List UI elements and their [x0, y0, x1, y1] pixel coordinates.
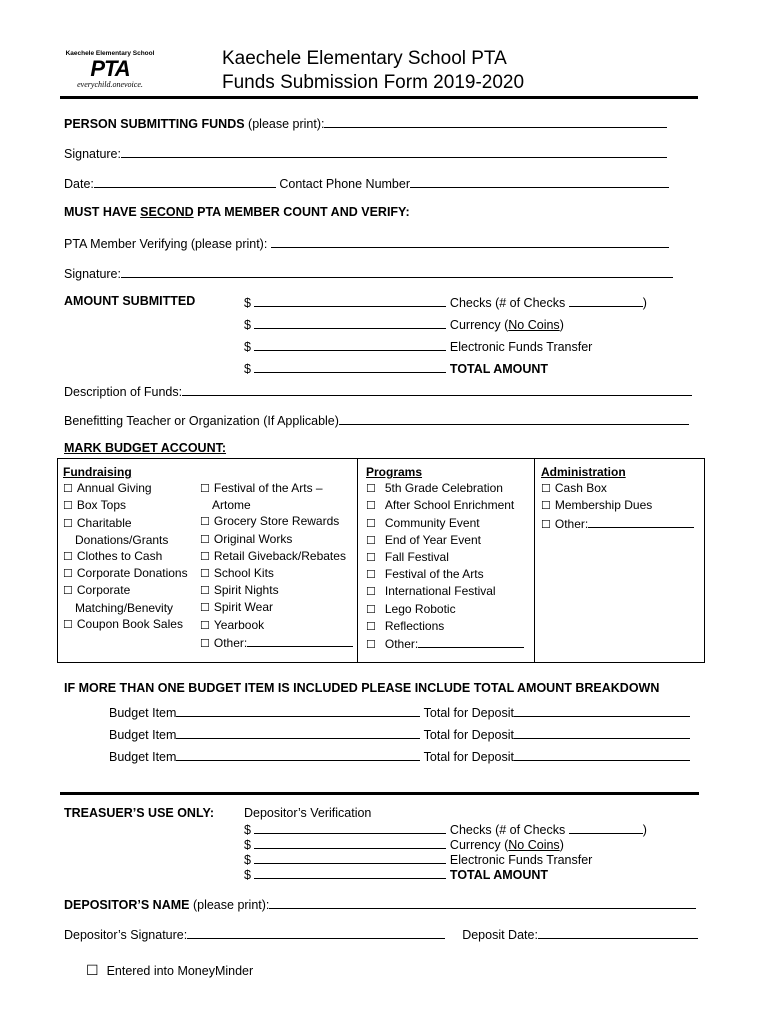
treasurer-eft-row	[244, 851, 592, 867]
checkbox-end-of-year[interactable]	[366, 532, 524, 549]
option-label: Festival of the Arts	[384, 567, 484, 582]
amount-total-row	[244, 360, 548, 376]
programs-other-field[interactable]	[418, 635, 524, 648]
checkbox-icon: ☐	[366, 534, 376, 547]
option-label: International Festival	[384, 584, 496, 599]
treasurer-checks-row	[244, 821, 647, 837]
dollar-sign: $	[244, 318, 251, 332]
no-coins-label: No Coins	[508, 838, 560, 852]
moneyminder-label: Entered into MoneyMinder	[106, 964, 254, 978]
treasurer-label: TREASUER’S USE ONLY:	[64, 806, 215, 820]
fundraising-heading: Fundraising	[63, 465, 132, 479]
description-row	[64, 383, 692, 399]
deposit-date-field[interactable]	[538, 926, 698, 939]
checks-label: Checks (# of Checks	[449, 823, 566, 837]
treasurer-currency-field[interactable]	[254, 836, 446, 849]
treasurer-checks-count-field[interactable]	[569, 821, 643, 834]
treasurer-total-field[interactable]	[254, 866, 446, 879]
option-label: Coupon Book Sales	[76, 616, 183, 631]
option-label: Reflections	[384, 618, 445, 633]
checkbox-original-works[interactable]	[200, 531, 353, 548]
paren-close: )	[559, 838, 564, 852]
no-coins-label: No Coins	[508, 318, 560, 332]
option-label: After School Enrichment	[384, 498, 515, 513]
depositor-name-row	[64, 896, 696, 912]
checkbox-retail-giveback[interactable]	[200, 548, 353, 565]
verify-heading-c: PTA MEMBER COUNT AND VERIFY:	[193, 205, 410, 219]
option-label: Corporate	[76, 583, 131, 598]
date-label: Date:	[64, 177, 94, 191]
administration-heading: Administration	[541, 465, 626, 479]
breakdown-row	[109, 726, 690, 742]
person-hint: (please print):	[248, 117, 325, 131]
option-label-continued: Matching/Benevity	[75, 600, 174, 615]
verify-signature-field[interactable]	[121, 265, 673, 278]
budget-item-label: Budget Item	[109, 750, 177, 764]
checkbox-school-kits[interactable]	[200, 565, 353, 582]
breakdown-row	[109, 748, 690, 764]
total-label: TOTAL AMOUNT	[449, 868, 549, 882]
checkbox-fall-festival[interactable]	[366, 549, 524, 566]
checkbox-icon: ☐	[200, 483, 210, 495]
verify-heading-second: SECOND	[140, 205, 194, 219]
dollar-sign: $	[244, 296, 251, 310]
dollar-sign: $	[244, 868, 251, 882]
depositor-signature-field[interactable]	[187, 926, 445, 939]
fundraising-other-field[interactable]	[247, 634, 353, 647]
checkbox-icon: ☐	[200, 533, 210, 546]
total-deposit-label: Total for Deposit	[423, 728, 514, 742]
checkbox-icon: ☐	[200, 568, 210, 581]
checkbox-clothes-to-cash[interactable]	[63, 548, 188, 565]
paren-close: )	[642, 823, 647, 837]
dollar-sign: $	[244, 362, 251, 376]
checkbox-yearbook[interactable]	[200, 617, 353, 634]
total-deposit-field[interactable]	[514, 704, 690, 717]
currency-amount-field[interactable]	[254, 316, 446, 329]
budget-divider-1	[357, 459, 358, 662]
depositor-name-label: DEPOSITOR’S NAME	[64, 898, 190, 912]
benefitting-label: Benefitting Teacher or Organization (If Applicable)	[64, 414, 339, 428]
option-label: Other:	[554, 516, 589, 531]
budget-item-field[interactable]	[176, 704, 420, 717]
option-label: Spirit Nights	[213, 583, 279, 598]
checkbox-membership-dues[interactable]	[541, 497, 694, 514]
checkbox-icon: ☐	[63, 551, 73, 564]
logo-pta: PTA	[90, 56, 130, 81]
header-rule	[60, 96, 698, 99]
currency-label: Currency (	[449, 318, 509, 332]
programs-heading: Programs	[366, 465, 423, 479]
fundraising-column	[63, 464, 188, 633]
option-label: Grocery Store Rewards	[213, 514, 340, 529]
signature-row	[64, 145, 667, 161]
verify-signature-label: Signature:	[64, 267, 121, 281]
checkbox-icon: ☐	[200, 602, 210, 615]
person-label: PERSON SUBMITTING FUNDS	[64, 117, 245, 131]
dollar-sign: $	[244, 853, 251, 867]
option-label: Membership Dues	[554, 498, 653, 513]
checkbox-annual-giving[interactable]	[63, 480, 188, 497]
checkbox-community-event[interactable]	[366, 515, 524, 532]
option-label: Original Works	[213, 531, 293, 546]
option-label: Cash Box	[554, 481, 607, 496]
option-label: Clothes to Cash	[76, 549, 163, 564]
treasurer-currency-row	[244, 836, 564, 852]
checks-count-field[interactable]	[569, 294, 643, 307]
total-deposit-field[interactable]	[514, 748, 690, 761]
option-label: 5th Grade Celebration	[384, 481, 503, 496]
administration-column	[541, 464, 694, 533]
checkbox-grocery-store-rewards[interactable]	[200, 513, 353, 530]
checkbox-reflections[interactable]	[366, 618, 524, 635]
paren-close: )	[642, 296, 647, 310]
treasurer-rule	[60, 792, 699, 795]
amount-label: AMOUNT SUBMITTED	[64, 294, 196, 308]
depositor-signature-row	[64, 926, 698, 942]
date-field[interactable]	[94, 175, 276, 188]
logo-school-name: Kaechele Elementary School	[65, 50, 155, 57]
checkbox-coupon-book-sales[interactable]	[63, 616, 188, 633]
member-row	[64, 235, 669, 251]
checkbox-international-festival[interactable]	[366, 583, 524, 600]
treasurer-eft-field[interactable]	[254, 851, 446, 864]
checkbox-icon: ☐	[366, 620, 376, 633]
amount-checks-row	[244, 294, 647, 310]
checkbox-corporate-matching[interactable]	[63, 582, 188, 599]
verify-heading	[64, 205, 410, 219]
checkbox-icon: ☐	[366, 552, 376, 565]
checkbox-corporate-donations[interactable]	[63, 565, 188, 582]
checkbox-icon: ☐	[200, 619, 210, 632]
checkbox-spirit-nights[interactable]	[200, 582, 353, 599]
amount-eft-row	[244, 338, 592, 354]
option-label: Charitable	[76, 515, 132, 530]
total-deposit-label: Total for Deposit	[423, 750, 514, 764]
person-row	[64, 115, 667, 131]
eft-label: Electronic Funds Transfer	[449, 853, 593, 867]
total-label: TOTAL AMOUNT	[449, 362, 549, 376]
checkbox-icon: ☐	[366, 603, 376, 616]
checkbox-charitable[interactable]	[63, 515, 188, 532]
option-label: School Kits	[213, 566, 274, 581]
amount-currency-row	[244, 316, 564, 332]
option-label: End of Year Event	[384, 532, 481, 547]
logo-tagline-b: onevoice.	[112, 80, 143, 89]
option-label: Yearbook	[213, 617, 265, 632]
checkbox-icon: ☐	[200, 516, 210, 529]
checkbox-icon: ☐	[366, 586, 376, 599]
total-deposit-field[interactable]	[514, 726, 690, 739]
checkbox-icon: ☐	[63, 517, 73, 530]
checkbox-icon: ☐	[541, 483, 551, 496]
member-field[interactable]	[271, 235, 669, 248]
programs-column	[366, 464, 524, 653]
option-label: Box Tops	[76, 498, 127, 513]
checkbox-fundraising-other[interactable]	[200, 634, 353, 652]
checkbox-icon: ☐	[366, 483, 376, 496]
checkbox-programs-other[interactable]	[366, 635, 524, 653]
option-label: Community Event	[384, 515, 480, 530]
dollar-sign: $	[244, 823, 251, 837]
signature-field[interactable]	[121, 145, 667, 158]
eft-label: Electronic Funds Transfer	[449, 340, 593, 354]
page-title	[222, 47, 524, 95]
fundraising-column-2	[200, 480, 353, 652]
phone-label: Contact Phone Number	[279, 177, 411, 191]
dollar-sign: $	[244, 340, 251, 354]
member-label: PTA Member Verifying (please print):	[64, 237, 268, 251]
checkbox-box-tops[interactable]	[63, 497, 188, 514]
depositor-name-hint: (please print):	[192, 898, 270, 912]
description-field[interactable]	[182, 383, 692, 396]
checkbox-spirit-wear[interactable]	[200, 599, 353, 616]
description-label: Description of Funds:	[64, 385, 183, 399]
budget-item-label: Budget Item	[109, 706, 177, 720]
option-label-continued: Artome	[212, 498, 251, 513]
option-label: Retail Giveback/Rebates	[213, 548, 346, 563]
checkbox-icon: ☐	[63, 618, 73, 631]
deposit-date-label: Deposit Date:	[462, 928, 538, 942]
total-amount-field[interactable]	[254, 360, 446, 373]
checkbox-lego-robotic[interactable]	[366, 601, 524, 618]
verify-heading-a: MUST HAVE	[64, 205, 141, 219]
person-field[interactable]	[324, 115, 667, 128]
admin-other-field[interactable]	[588, 515, 694, 528]
benefitting-row	[64, 412, 689, 428]
option-label: Other:	[384, 637, 419, 652]
paren-close: )	[559, 318, 564, 332]
total-deposit-label: Total for Deposit	[423, 706, 514, 720]
checkbox-cash-box[interactable]	[541, 480, 694, 497]
depositor-signature-label: Depositor’s Signature:	[64, 928, 188, 942]
option-label: Corporate Donations	[76, 566, 188, 581]
checkbox-icon: ☐	[200, 637, 210, 650]
checkbox-after-school[interactable]	[366, 497, 524, 514]
checkbox-icon: ☐	[63, 568, 73, 581]
checkbox-icon: ☐	[366, 639, 376, 652]
checkbox-icon: ☐	[200, 550, 210, 563]
option-label: Festival of the Arts –	[213, 481, 323, 495]
option-label-continued: Donations/Grants	[75, 532, 169, 547]
budget-item-field[interactable]	[176, 748, 420, 761]
signature-label: Signature:	[64, 147, 121, 161]
checkbox-icon: ☐	[366, 500, 376, 513]
breakdown-row	[109, 704, 690, 720]
moneyminder-checkbox[interactable]	[86, 962, 253, 979]
depositor-name-field[interactable]	[269, 896, 696, 909]
option-label: Annual Giving	[76, 481, 152, 496]
checkbox-admin-other[interactable]	[541, 515, 694, 533]
option-label: Fall Festival	[384, 550, 449, 565]
budget-heading: MARK BUDGET ACCOUNT:	[64, 441, 227, 455]
checkbox-festival-arts-artome[interactable]	[200, 480, 353, 497]
phone-field[interactable]	[410, 175, 669, 188]
checks-label: Checks (# of Checks	[449, 296, 566, 310]
dollar-sign: $	[244, 838, 251, 852]
checkbox-icon: ☐	[63, 483, 73, 496]
verification-label: Depositor’s Verification	[244, 806, 372, 820]
pta-logo	[60, 50, 160, 94]
option-label: Other:	[213, 635, 248, 650]
checkbox-icon: ☐	[366, 517, 376, 530]
budget-divider-2	[534, 459, 535, 662]
checkbox-festival-of-arts[interactable]	[366, 566, 524, 583]
date-row	[64, 175, 669, 191]
budget-item-label: Budget Item	[109, 728, 177, 742]
title-line-2: Funds Submission Form 2019-2020	[222, 72, 525, 93]
title-line-1: Kaechele Elementary School PTA	[222, 48, 507, 69]
checkbox-icon: ☐	[63, 585, 73, 598]
breakdown-heading: IF MORE THAN ONE BUDGET ITEM IS INCLUDED PLEASE INCLUDE TOTAL AMOUNT BREAKDOWN	[64, 681, 660, 695]
budget-item-field[interactable]	[176, 726, 420, 739]
eft-amount-field[interactable]	[254, 338, 446, 351]
benefitting-field[interactable]	[339, 412, 689, 425]
checkbox-icon: ☐	[541, 518, 551, 531]
checkbox-5th-grade[interactable]	[366, 480, 524, 497]
treasurer-total-row	[244, 866, 548, 882]
option-label: Spirit Wear	[213, 600, 274, 615]
checkbox-icon: ☐	[86, 962, 99, 978]
currency-label: Currency (	[449, 838, 509, 852]
checkbox-icon: ☐	[200, 585, 210, 598]
treasurer-checks-field[interactable]	[254, 821, 446, 834]
checkbox-icon: ☐	[541, 500, 551, 513]
logo-tagline-a: everychild.	[77, 80, 113, 89]
checks-amount-field[interactable]	[254, 294, 446, 307]
checkbox-icon: ☐	[63, 500, 73, 513]
checkbox-icon: ☐	[366, 569, 376, 582]
option-label: Lego Robotic	[384, 601, 456, 616]
verify-signature-row	[64, 265, 673, 281]
